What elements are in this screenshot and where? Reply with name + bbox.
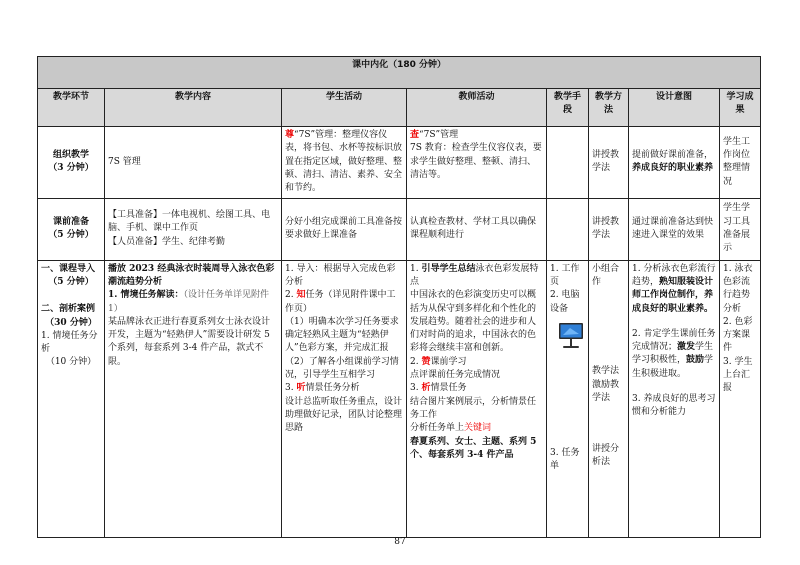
num: 2. [285,290,297,301]
content-text: 某品牌泳衣正进行春夏系列女士泳衣设计开发，主题为“轻熟伊人”需要设计研发 5 个系列，每套系列 3-4 件产品，款式不限。 [108,316,271,367]
design-bold: 鼓励 [686,355,705,366]
num: 2. [410,356,422,367]
content-note: （设计任务单详见附件 1） [108,290,270,314]
teacher-cell [407,260,547,537]
teacher-line: 点评课前任务完成情况 [410,370,501,381]
teacher-line: 中国泳衣的色彩演变历史可以概括为从保守到多样化和个性化的发展趋势。随着社会的进步和人们对时尚的追求，中国泳衣的色彩将会继续丰富和创新。 [410,290,537,354]
lesson-plan-table [37,56,761,538]
outcome-line: 3. 学生上台汇报 [723,356,753,394]
teacher-cell: 认真检查教材、学材工具以确保课程顺利进行 [407,198,547,260]
method-line: 教学法激励教学法 [592,366,620,403]
method-line: 讲授分析法 [592,444,620,468]
stage-name: 组织教学 [52,149,89,160]
stage-cell [38,260,105,537]
keyword: 关键词 [464,423,492,434]
header-content: 教学内容 [105,89,282,127]
monitor-icon [558,322,584,350]
teacher-line: 泳衣色彩发展特点 [410,263,539,287]
teacher-line: 结合图片案例展示，分析情景任务工作 [410,396,537,420]
key-char: 知 [296,290,306,301]
means-line: 1. 工作页 [550,263,580,287]
key-char: 听 [296,383,306,394]
design-text: 学生积极进取。 [632,355,714,379]
content-line: 【人员准备】学生、纪律考勤 [108,236,226,247]
header-outcome: 学习成果 [720,89,761,127]
teacher-bold: 引导学生总结 [421,263,476,274]
student-line: 设计总监听取任务重点，设计助理做好记录，团队讨论整理思路 [285,396,403,434]
stage-time: （5 分钟） [48,230,94,241]
content-line: 【工具准备】一体电视机、绘图工具、电脑、手机、课中工作页 [108,210,271,234]
teacher-line: 情景任务 [430,383,467,394]
teacher-text: 7S 教育：检查学生仪容仪表，要求学生做好整理、整顿、清扫、清洁等。 [410,143,542,180]
design-bold: 熟知服装设计师工作岗位制作，养成良好的职业素养。 [632,276,714,314]
means-line: 2. 电脑设备 [550,290,580,314]
student-line: 1. 导入：根据导入完成色彩分析 [285,263,396,287]
stage-sub-time: （10 分钟） [45,357,97,368]
header-means: 教学手段 [547,89,589,127]
page-number: 87 [394,537,406,547]
outcome-line: 1. 泳衣色彩流行趋势分析 [723,263,753,314]
outcome-line: 2. 色彩方案课件 [723,316,753,354]
key-char: 赞 [421,356,431,367]
stage-cell [38,198,105,260]
table-row [38,127,761,199]
means-line: 3. 任务单 [550,448,580,472]
outcome-cell: 学生学习工具准备展示 [720,198,761,260]
method-cell: 讲授教学法 [589,198,629,260]
student-line: （1）明确本次学习任务要求确定轻熟风主题为“轻熟伊人”色彩方案，并完成汇报 [285,316,399,354]
method-cell: 讲授教学法 [589,127,629,199]
stage-time: （3 分钟） [48,163,94,174]
student-cell [282,260,407,537]
header-teacher: 教师活动 [407,89,547,127]
design-text: 1. 分析泳衣色彩流行趋势， [632,263,716,287]
stage-sub: 1. 情境任务分析 [41,330,98,355]
stage-name: 一、课程导入 [41,263,96,274]
num: 3. [285,383,297,394]
content-cell: 7S 管理 [105,127,282,199]
teacher-cell [407,127,547,199]
outcome-cell [720,260,761,537]
student-cell: 分好小组完成课前工具准备按要求做好上课准备 [282,198,407,260]
table-row [38,260,761,537]
student-text: “7S”管理：整理仪容仪表，将书包、水杯等按标识放置在指定区域，做好整理、整顿、清扫、清洁、素养、安全和节约。 [285,130,403,194]
design-cell: 通过课前准备达到快速进入课堂的效果 [629,198,720,260]
header-stage: 教学环节 [38,89,105,127]
header-student: 学生活动 [282,89,407,127]
num: 3. [410,383,422,394]
key-char: 尊 [285,130,295,140]
num: 1. [410,263,422,274]
stage-name: 二、剖析案例 [41,304,96,315]
student-line: （2）了解各小组课前学习情况，引导学生互相学习 [285,356,399,381]
design-cell [629,260,720,537]
content-bold: 1. 情境任务解读： [108,290,184,301]
stage-time: （5 分钟） [48,276,94,287]
means-cell [547,127,589,199]
teacher-line: 课前学习 [430,356,467,367]
design-text: 提前做好课前准备， [632,149,714,160]
outcome-cell: 学生工作岗位整理情况 [720,127,761,199]
content-cell [105,260,282,537]
stage-name: 课前准备 [52,216,89,227]
means-cell [547,198,589,260]
table-title: 课中内化（180 分钟） [38,57,761,89]
teacher-line: 分析任务单上 [410,423,465,434]
design-bold: 养成良好的职业素养 [632,163,714,174]
means-cell [547,260,589,537]
teacher-text: “7S”管理 [419,130,459,140]
design-cell [629,127,720,199]
table-row [38,198,761,260]
header-method: 教学方法 [589,89,629,127]
student-cell [282,127,407,199]
key-char: 析 [421,383,431,394]
content-bold: 播放 2023 经典泳衣时装周导入泳衣色彩潮流趋势分析 [108,263,275,287]
stage-cell [38,127,105,199]
design-text: 2. 肯定学生课前任务完成情况； [632,328,716,353]
method-cell [589,260,629,537]
design-text: 3. 养成良好的思考习惯和分析能力 [632,394,716,418]
method-line: 小组合作 [592,263,620,287]
design-text: 学生学习积极性， [632,342,714,366]
content-cell [105,198,282,260]
student-line: 任务（详见附件课中工作页） [285,290,396,314]
stage-time: （30 分钟） [45,317,97,328]
teacher-bold: 春夏系列、女士、主题、系列 5 个、每套系列 3-4 件产品 [410,436,537,460]
student-line: 情景任务分析 [305,383,360,394]
key-char: 查 [410,130,420,140]
design-bold: 激发 [677,342,696,353]
header-design: 设计意图 [629,89,720,127]
